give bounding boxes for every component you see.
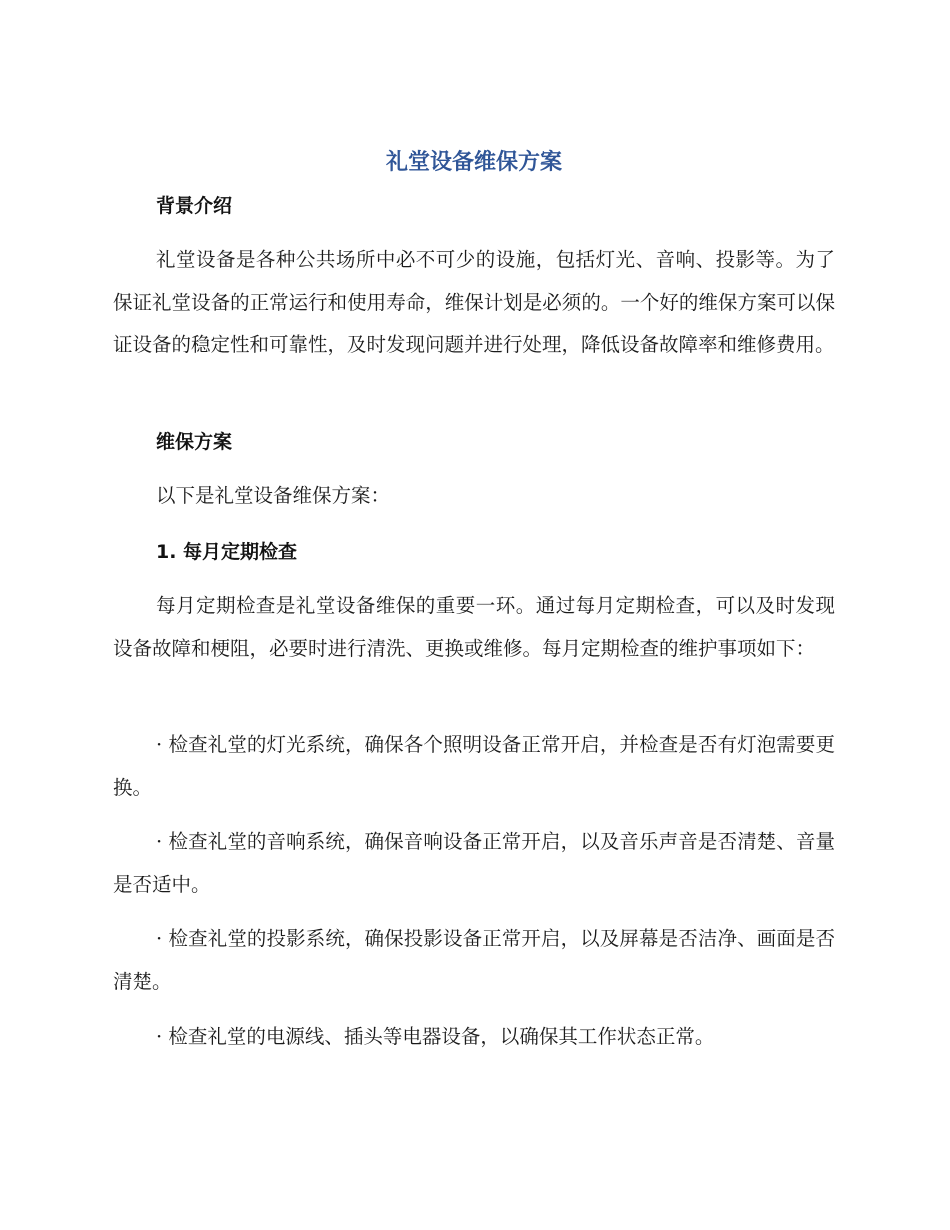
monthly-check-heading: 1. 每月定期检查 xyxy=(156,541,298,563)
plan-intro-paragraph: 以下是礼堂设备维保方案： xyxy=(156,484,391,507)
list-item-projection: · 检查礼堂的投影系统，确保投影设备正常开启，以及屏幕是否洁净、画面是否清楚。 xyxy=(113,927,835,993)
background-heading: 背景介绍 xyxy=(156,195,233,217)
background-paragraph: 礼堂设备是各种公共场所中必不可少的设施，包括灯光、音响、投影等。为了保证礼堂设备的正常运行和使用寿命，维保计划是必须的。一个好的维保方案可以保证设备的稳定性和可靠性，及时发现问题并进行处理，降低设备故障率和维修费用。 xyxy=(113,248,835,356)
list-item-audio: · 检查礼堂的音响系统，确保音响设备正常开启，以及音乐声音是否清楚、音量是否适中。 xyxy=(113,830,835,896)
list-item-electrical: · 检查礼堂的电源线、插头等电器设备，以确保其工作状态正常。 xyxy=(156,1025,715,1048)
monthly-check-paragraph: 每月定期检查是礼堂设备维保的重要一环。通过每月定期检查，可以及时发现设备故障和梗阻，必要时进行清洗、更换或维修。每月定期检查的维护事项如下： xyxy=(113,594,835,660)
document-title: 礼堂设备维保方案 xyxy=(385,150,562,175)
plan-heading: 维保方案 xyxy=(156,431,233,453)
list-item-lighting: · 检查礼堂的灯光系统，确保各个照明设备正常开启，并检查是否有灯泡需要更换。 xyxy=(113,733,835,799)
